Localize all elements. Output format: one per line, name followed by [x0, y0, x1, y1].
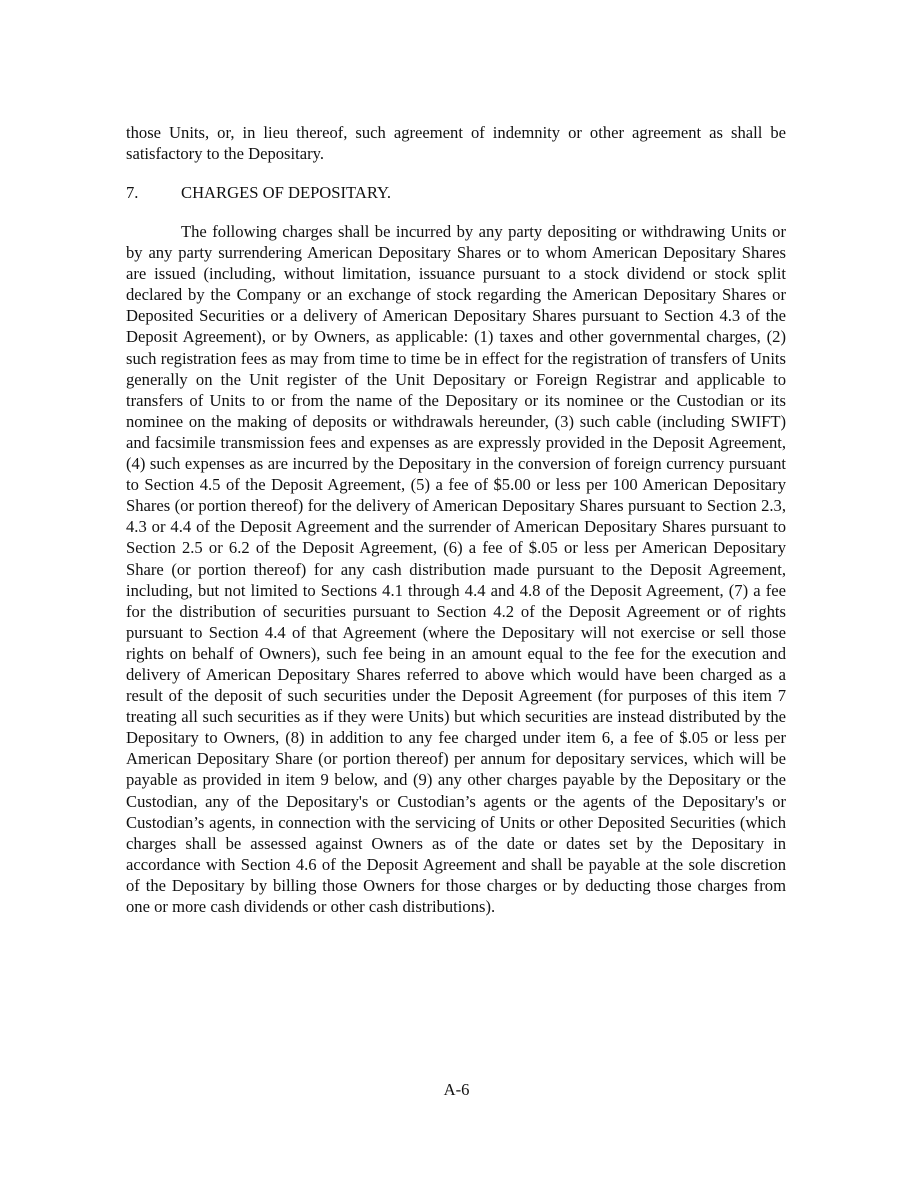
section-number: 7. [126, 183, 139, 202]
section-title: CHARGES OF DEPOSITARY. [181, 183, 391, 202]
section-heading [126, 182, 391, 203]
page-number: A-6 [443, 1080, 470, 1099]
intro-paragraph: those Units, or, in lieu thereof, such agreement of indemnity or other agreement as shall be satisfactory to the Depositary. [126, 123, 786, 164]
charges-paragraph: The following charges shall be incurred by any party depositing or withdrawing Units or by any party surrendering American Depositary Shares or to whom American Depositary Shares are issued (including, without limitation, issuance pursuant to a stock dividend or stock split declared by the Company or an exchange of stock regarding the American Depositary Shares or Deposited Securities or a delivery of American Depositary Shares pursuant to Section 4.3 of the Deposit Agreement), or by Owners, as applicable: (1) taxes and other governmental charges, (2) such registration fees as may from time to time be in effect for the registration of transfers of Units generally on the Unit register of the Unit Depositary or Foreign Registrar and applicable to transfers of Units to or from the name of the Depositary or its nominee or the Custodian or its nominee on the making of deposits or withdrawals hereunder, (3) such cable (including SWIFT) and facsimile transmission fees and expenses as are expressly provided in the Deposit Agreement, (4) such expenses as are incurred by the Depositary in the conversion of foreign currency pursuant to Section 4.5 of the Deposit Agreement, (5) a fee of $5.00 or less per 100 American Depositary Shares (or portion thereof) for the delivery of American Depositary Shares pursuant to Section 2.3, 4.3 or 4.4 of the Deposit Agreement and the surrender of American Depositary Shares pursuant to Section 2.5 or 6.2 of the Deposit Agreement, (6) a fee of $.05 or less per American Depositary Share (or portion thereof) for any cash distribution made pursuant to the Deposit Agreement, including, but not limited to Sections 4.1 through 4.4 and 4.8 of the Deposit Agreement, (7) a fee for the distribution of securities pursuant to Section 4.2 of the Deposit Agreement or of rights pursuant to Section 4.4 of that Agreement (where the Depositary will not exercise or sell those rights on behalf of Owners), such fee being in an amount equal to the fee for the execution and delivery of American Depositary Shares referred to above which would have been charged as a result of the deposit of such securities under the Deposit Agreement (for purposes of this item 7 treating all such securities as if they were Units) but which securities are instead distributed by the Depositary to Owners, (8) in addition to any fee charged under item 6, a fee of $.05 or less per American Depositary Share (or portion thereof) per annum for depositary services, which will be payable as provided in item 9 below, and (9) any other charges payable by the Depositary or the Custodian, any of the Depositary's or Custodian’s agents or the agents of the Depositary's or Custodian’s agents, in connection with the servicing of Units or other Deposited Securities (which charges shall be assessed against Owners as of the date or dates set by the Depositary in accordance with Section 4.6 of the Deposit Agreement and shall be payable at the sole discretion of the Depositary by billing those Owners for those charges or by deducting those charges from one or more cash dividends or other cash distributions). [126, 222, 786, 916]
